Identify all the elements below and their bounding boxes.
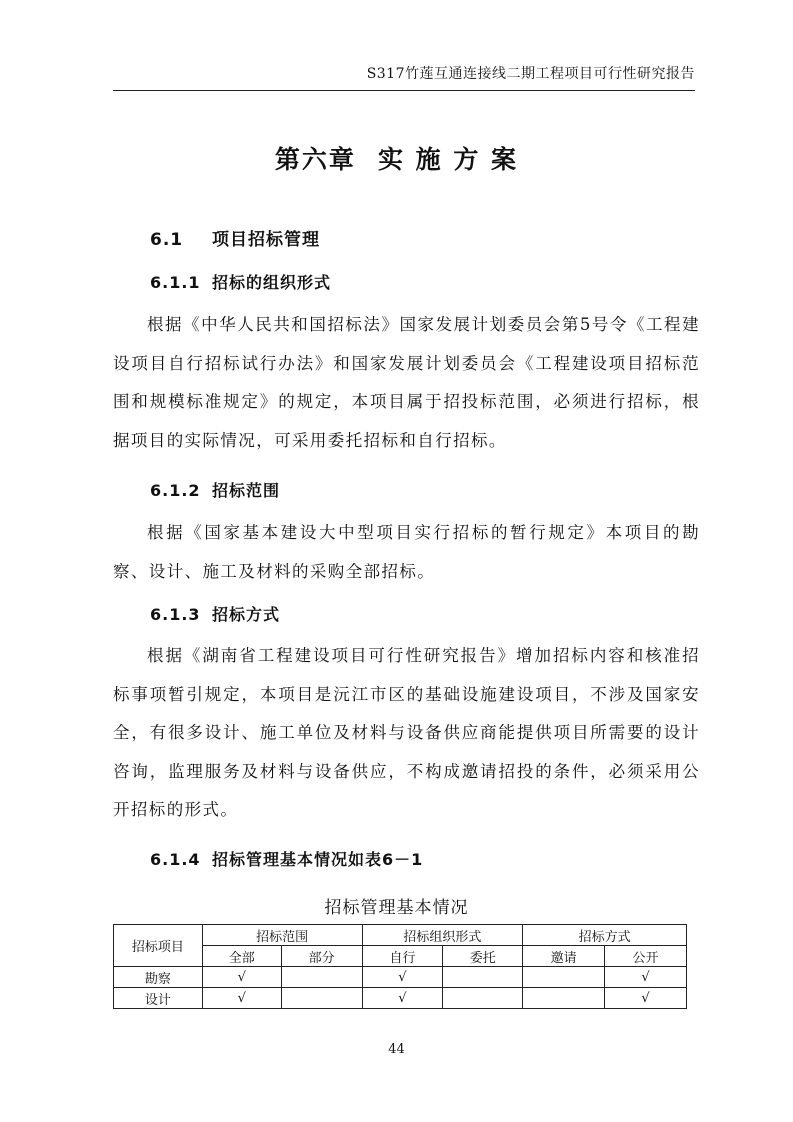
table-cell — [523, 967, 605, 988]
table-cell: √ — [202, 988, 281, 1009]
subsection-title: 招标方式 — [212, 605, 281, 624]
row-name-cell: 勘察 — [114, 967, 203, 988]
subsection-number: 6.1.1 — [150, 273, 201, 292]
table-caption: 招标管理基本情况 — [324, 898, 469, 918]
subheader-cell: 委托 — [443, 946, 523, 967]
subsection-number: 6.1.3 — [150, 605, 201, 624]
table-cell — [523, 988, 605, 1009]
paragraph-6-1-3: 根据《湖南省工程建设项目可行性研究报告》增加招标内容和核准招标事项暂引规定，本项目是沅江市区的基础设施建设项目，不涉及国家安全，有很多设计、施工单位及材料与设备供应商能提供项目所需要的设计咨询，监理服务及材料与设备供应，不构成邀请招投的条件，必须采用公开招标的形式。 — [113, 646, 700, 819]
subsection-number: 6.1.4 — [150, 850, 201, 869]
header-title: S317竹莲互通连接线二期工程项目可行性研究报告 — [366, 66, 695, 82]
subsection-title: 招标管理基本情况如表6－1 — [212, 850, 424, 869]
group-header-method: 招标方式 — [523, 925, 687, 946]
subsection-title: 招标范围 — [212, 481, 281, 500]
section-number: 6.1 — [150, 230, 184, 250]
row-header-cell: 招标项目 — [114, 925, 203, 967]
table-cell: √ — [362, 967, 443, 988]
subsection-number: 6.1.2 — [150, 481, 201, 500]
group-header-scope: 招标范围 — [202, 925, 362, 946]
table-row — [114, 967, 687, 988]
bidding-table — [113, 924, 687, 1009]
paragraph-6-1-2: 根据《国家基本建设大中型项目实行招标的暂行规定》本项目的勘察、设计、施工及材料的采购全部招标。 — [113, 523, 700, 581]
subsection-heading-6-1-3 — [150, 602, 280, 625]
paragraph-6-1-1: 根据《中华人民共和国招标法》国家发展计划委员会第5号令《工程建设项目自行招标试行办法》和国家发展计划委员会《工程建设项目招标范围和规模标准规定》的规定，本项目属于招投标范围，必须进行招标，根据项目的实际情况，可采用委托招标和自行招标。 — [113, 315, 700, 450]
table-cell — [281, 967, 362, 988]
chapter-label: 第六章 — [274, 145, 356, 174]
subheader-cell: 邀请 — [523, 946, 605, 967]
group-header-organization: 招标组织形式 — [362, 925, 523, 946]
chapter-name: 实 施 方 案 — [377, 145, 519, 174]
table-cell: √ — [362, 988, 443, 1009]
page-header — [113, 62, 695, 91]
table-row — [114, 988, 687, 1009]
section-heading-6-1 — [150, 225, 320, 250]
subsection-title: 招标的组织形式 — [212, 273, 332, 292]
table-cell — [443, 967, 523, 988]
section-title: 项目招标管理 — [212, 230, 320, 250]
table-cell: √ — [605, 988, 687, 1009]
table-cell: √ — [202, 967, 281, 988]
table-cell — [443, 988, 523, 1009]
chapter-title — [0, 140, 793, 176]
subsection-heading-6-1-2 — [150, 478, 280, 501]
table-cell — [281, 988, 362, 1009]
row-name-cell: 设计 — [114, 988, 203, 1009]
subheader-cell: 全部 — [202, 946, 281, 967]
subheader-cell: 公开 — [605, 946, 687, 967]
page-number: 44 — [388, 1042, 405, 1057]
subsection-heading-6-1-1 — [150, 270, 331, 293]
subheader-cell: 部分 — [281, 946, 362, 967]
table-cell: √ — [605, 967, 687, 988]
subsection-heading-6-1-4 — [150, 847, 423, 870]
subheader-cell: 自行 — [362, 946, 443, 967]
